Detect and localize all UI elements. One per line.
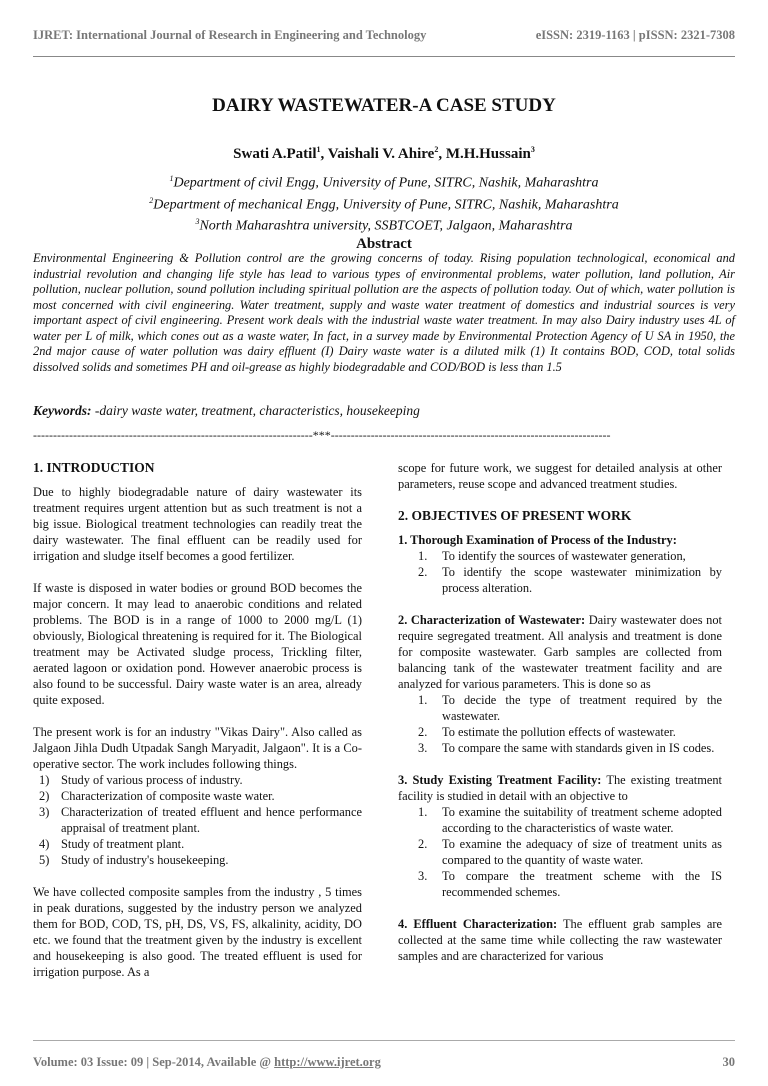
author-sup: 2 (434, 145, 439, 154)
volume-text: Volume: 03 Issue: 09 | Sep-2014, Available @ (33, 1055, 275, 1069)
author: Swati A.Patil (233, 146, 317, 162)
abstract-heading: Abstract (356, 236, 412, 252)
list-text: To identify the scope wastewater minimization by process alteration. (442, 565, 722, 595)
journal-link[interactable]: http://www.ijret.org (274, 1055, 381, 1069)
list-item (398, 692, 722, 724)
list-text: Study of various process of industry. (61, 773, 243, 787)
list-item (398, 836, 722, 868)
list-text: To identify the sources of wastewater generation, (442, 549, 686, 563)
list-num: 3. (418, 869, 428, 883)
subsection-title: 1. Thorough Examination of Process of the Industry: (398, 533, 677, 547)
list-item (33, 804, 362, 836)
aff-sup: 2 (149, 195, 154, 205)
list-num: 1. (418, 805, 428, 819)
list-num: 1. (418, 549, 428, 563)
list-num: 2. (418, 837, 428, 851)
list-text: Study of treatment plant. (61, 837, 185, 851)
paragraph (398, 612, 722, 692)
affiliation (0, 170, 768, 192)
paragraph: Due to highly biodegradable nature of dairy wastewater its treatment requires urgent attention but as such treatment is not a big issue. Biological treatment technologies can readily treat the dairy wastewater. The final effluent can be readily used for irrigation and sludge itself becomes a good fertilizer. (33, 485, 362, 563)
list-num: 3. (418, 741, 428, 755)
author-sup: 3 (530, 145, 535, 154)
list-item (398, 564, 722, 596)
list-text: To examine the suitability of treatment scheme adopted according to the characteristics of waste water. (442, 805, 722, 835)
keywords-label: Keywords: (33, 403, 92, 418)
list-text: Characterization of composite waste water. (61, 789, 275, 803)
list-num: 2. (418, 565, 428, 579)
list-item (33, 772, 362, 788)
aff-text: North Maharashtra university, SSBTCOET, Jalgaon, Maharashtra (199, 218, 573, 234)
keywords-text: -dairy waste water, treatment, characteristics, housekeeping (91, 403, 420, 418)
list-item (398, 548, 722, 564)
issn: eISSN: 2319-1163 | pISSN: 2321-7308 (535, 28, 735, 42)
objective-list (398, 692, 722, 756)
list-num: 4) (39, 837, 50, 851)
paragraph-text: The effluent grab samples are collected at the same time while collecting the raw wastewater samples and are characterized for various (398, 917, 722, 963)
paragraph: scope for future work, we suggest for detailed analysis at other parameters, reuse scope and advanced treatment studies. (398, 461, 722, 491)
list-item (398, 724, 722, 740)
page-number: 30 (722, 1055, 735, 1069)
paragraph: We have collected composite samples from the industry , 5 times in peak durations, suggested by the industry person we analyzed them for BOD, COD, TS, pH, DS, VS, FS, alkalinity, acidity, DO etc. we found that the treatment given by the industry is excellent and housekeeping is also good. The treated effluent is used for irrigation purpose. As a (33, 885, 362, 979)
subsection-title: 3. Study Existing Treatment Facility: (398, 773, 602, 787)
section-separator: ----------------------------------------------------------------------***---------------------------------------------------------------------- (33, 428, 611, 442)
list-text: Characterization of treated effluent and hence performance appraisal of treatment plant. (61, 805, 362, 835)
list-text: To decide the type of treatment required by the wastewater. (442, 693, 722, 723)
header-rule (33, 56, 735, 57)
affiliation (0, 192, 768, 214)
list-num: 3) (39, 805, 50, 819)
list-item (398, 740, 722, 756)
list-item (398, 868, 722, 900)
list-item (33, 852, 362, 868)
section-heading: 1. INTRODUCTION (33, 460, 155, 475)
paragraph-text: The existing treatment facility is studied in detail with an objective to (398, 773, 722, 803)
aff-sup: 1 (169, 174, 174, 183)
list-num: 1. (418, 693, 428, 707)
affiliations (0, 170, 768, 235)
list-item (33, 788, 362, 804)
footer-rule (33, 1040, 735, 1041)
running-header (33, 28, 735, 43)
paragraph: If waste is disposed in water bodies or ground BOD becomes the major concern. It may lead to anaerobic conditions and related problems. The BOD is in a range of 1000 to 2000 mg/L (1) obviously, Biological threatening is required for it. The Biological treatment may be Activated sludge process, Trickling filter, aerated lagoon or oxidation pond. However anaerobic process is also found to be successful. Dairy waste water is an area, already quite exposed. (33, 581, 362, 707)
list-item (398, 804, 722, 836)
affiliation (0, 213, 768, 235)
paper-title: DAIRY WASTEWATER-A CASE STUDY (212, 95, 556, 116)
list-num: 1) (39, 773, 50, 787)
aff-sup: 3 (195, 217, 200, 227)
list-text: Study of industry's housekeeping. (61, 853, 229, 867)
keywords (33, 403, 420, 419)
abstract-text: Environmental Engineering & Pollution control are the growing concerns of today. Rising population technological, economical and industrial revolution and changing life style has lead to various types of environmental problems, water pollution, land pollution, Air pollution, nuclear pollution, sound pollution including spiritual pollution are the aspects of pollution today. Out of which, water pollution is most concerned with civil engineering. Water treatment, supply and waste water treatment of domestics and industrial sources is very important aspect of civil engineering. Present work deals with the industrial waste water treatment. In may also Dairy industry uses 4L of water per L of milk, which cones out as a waste water, In fact, in a survey made by Environmental Protection Agency of U SA in 1950, the 2nd major cause of water pollution was dairy effluent (I) Dairy waste water is a diluted milk (1) It contains BOD, COD, total solids dissolved solids and sometimes PH and oil-grease as highly biodegradable and COD/BOD is less than 1.5 (33, 251, 735, 374)
list-text: To compare the treatment scheme with the IS recommended schemes. (442, 869, 722, 899)
list-text: To estimate the pollution effects of wastewater. (442, 725, 676, 739)
right-column (398, 460, 722, 980)
left-column (33, 460, 362, 996)
authors: Swati A.Patil$^1$, Vaishali V. Ahire$^2$, M.H.Hussain$^3$ (233, 145, 535, 162)
list-num: 2. (418, 725, 428, 739)
paragraph: The present work is for an industry "Vikas Dairy". Also called as Jalgaon Jihla Dudh Utpadak Sangh Maryadit, Jalgaon". It is a Co-operative sector. The work includes following things. (33, 725, 362, 771)
author: M.H.Hussain (445, 146, 531, 162)
aff-text: Department of mechanical Engg, University of Pune, SITRC, Nashik, Maharashtra (153, 197, 619, 213)
subsection-title: 2. Characterization of Wastewater: (398, 613, 586, 627)
list-text: To examine the adequacy of size of treatment units as compared to the quantity of waste water. (442, 837, 722, 867)
paragraph (398, 916, 722, 964)
journal-name: IJRET: International Journal of Research in Engineering and Technology (33, 28, 427, 42)
list-num: 5) (39, 853, 50, 867)
author: Vaishali V. Ahire (327, 146, 435, 162)
work-list (33, 772, 362, 868)
paragraph (398, 772, 722, 804)
subsection-title: 4. Effluent Characterization: (398, 917, 558, 931)
footer-volume (33, 1055, 381, 1070)
list-text: To compare the same with standards given in IS codes. (442, 741, 715, 755)
section-heading: 2. OBJECTIVES OF PRESENT WORK (398, 508, 632, 523)
list-num: 2) (39, 789, 50, 803)
objective-list (398, 804, 722, 900)
objective-list (398, 548, 722, 596)
author-sup: 1 (316, 145, 321, 154)
aff-text: Department of civil Engg, University of Pune, SITRC, Nashik, Maharashtra (173, 175, 599, 191)
list-item (33, 836, 362, 852)
running-footer (33, 1055, 735, 1070)
paragraph-text: Dairy wastewater does not require segregated treatment. All analysis and treatment is done for composite wastewater. Garb samples are collected from balancing tank of the wastewater treatment facility and are analyzed for various parameters. This is done so as (398, 613, 722, 691)
